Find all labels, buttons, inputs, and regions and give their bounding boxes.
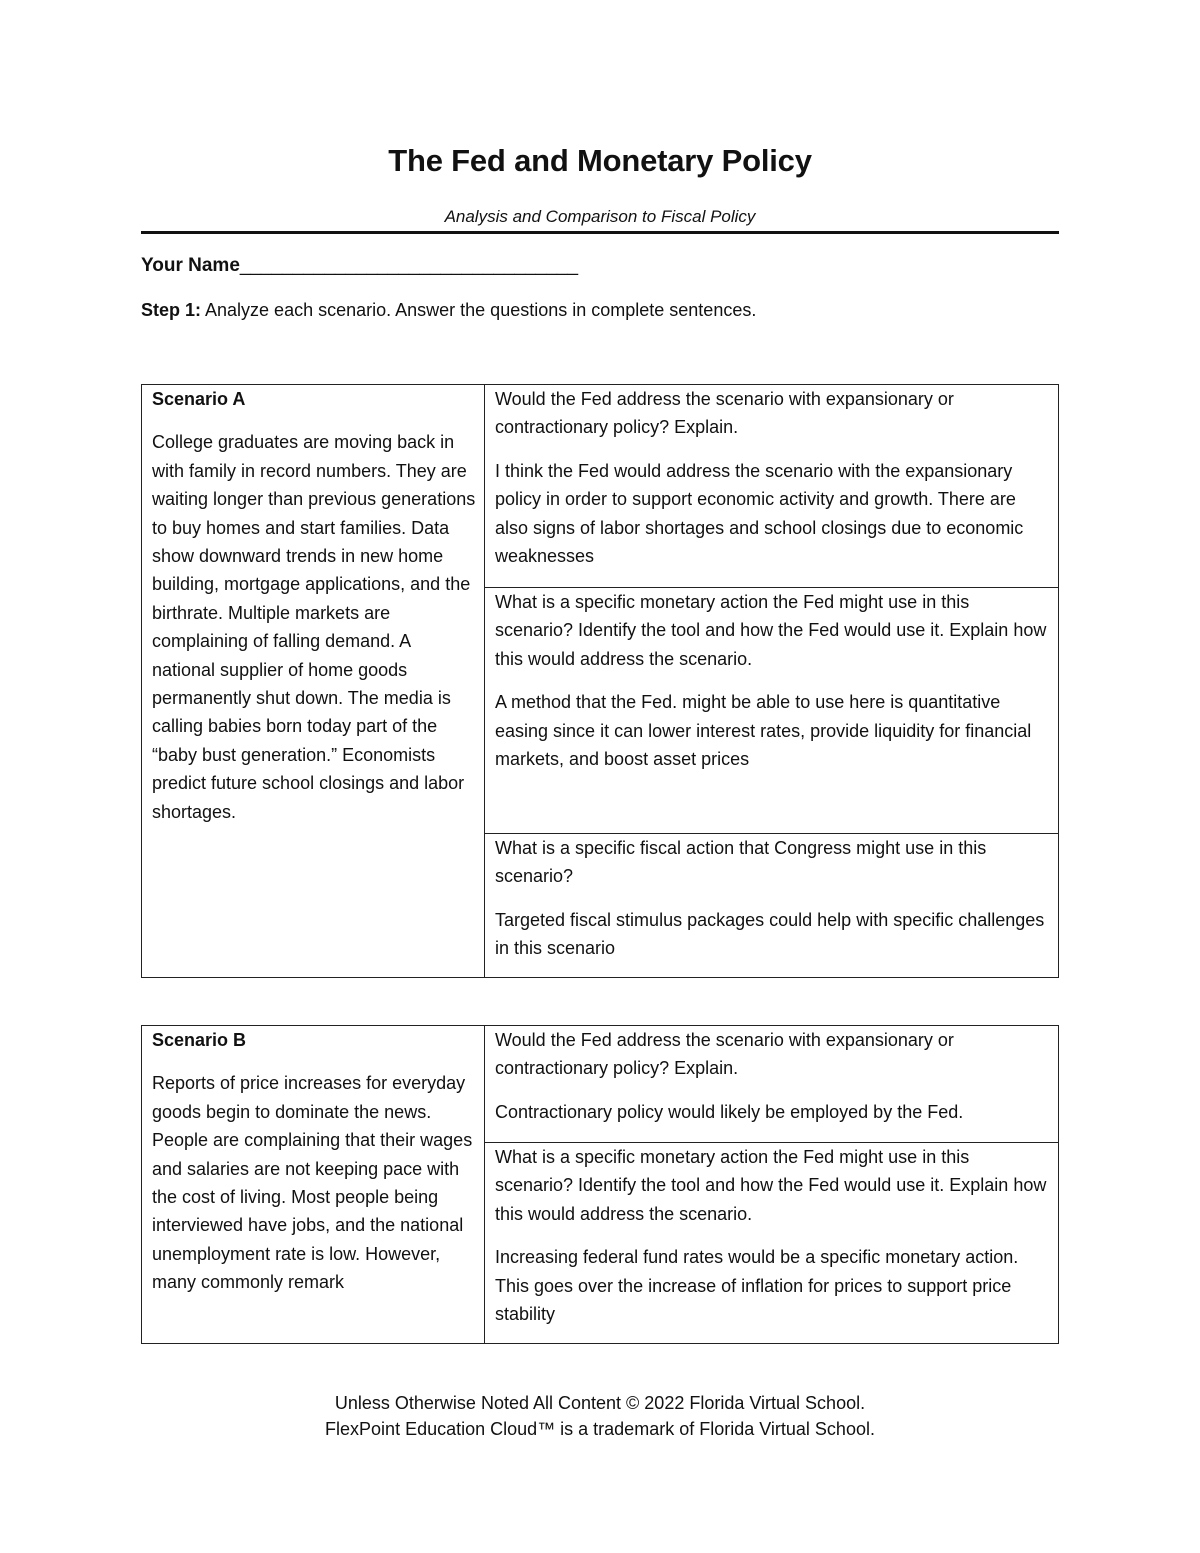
scenario-a-qa-1 xyxy=(485,385,1059,588)
answer-text[interactable]: Increasing federal fund rates would be a specific monetary action. This goes over the increase of inflation for prices to support price stability xyxy=(495,1247,1019,1325)
trademark-notice: FlexPoint Education Cloud™ is a trademark of Florida Virtual School. xyxy=(325,1419,875,1439)
title-divider xyxy=(141,231,1059,234)
scenario-b-cell xyxy=(142,1026,485,1344)
scenario-a-cell xyxy=(142,385,485,978)
scenario-b-qa-2 xyxy=(485,1143,1059,1344)
answer-text[interactable]: I think the Fed would address the scenario with the expansionary policy in order to support economic activity and growth. There are also signs of labor shortages and school closings due to economic weaknesses xyxy=(495,460,1024,567)
scenario-b-table xyxy=(141,1025,1059,1344)
scenario-a-table xyxy=(141,384,1059,978)
question-text: What is a specific monetary action the Fed might use in this scenario? Identify the tool and how the Fed would use it. Explain how this would address the scenario. xyxy=(495,1147,1047,1224)
scenario-b-qa-1 xyxy=(485,1026,1059,1143)
question-text: Would the Fed address the scenario with expansionary or contractionary policy? Explain. xyxy=(495,1030,954,1079)
question-text: Would the Fed address the scenario with expansionary or contractionary policy? Explain. xyxy=(495,389,954,438)
scenario-a-title: Scenario A xyxy=(152,389,246,409)
question-text: What is a specific fiscal action that Congress might use in this scenario? xyxy=(495,838,987,887)
scenario-a-qa-3 xyxy=(485,834,1059,978)
scenario-a-qa-2 xyxy=(485,588,1059,834)
answer-text[interactable]: A method that the Fed. might be able to use here is quantitative easing since it can lower interest rates, provide liquidity for financial markets, and boost asset prices xyxy=(495,692,1032,770)
page-title: The Fed and Monetary Policy xyxy=(388,143,812,178)
name-label: Your Name xyxy=(141,255,240,276)
page-footer xyxy=(0,1390,1200,1442)
scenario-b-title: Scenario B xyxy=(152,1030,247,1050)
name-blank-line[interactable]: ________________________________ xyxy=(239,255,579,276)
answer-text[interactable]: Contractionary policy would likely be employed by the Fed. xyxy=(495,1101,964,1122)
page-subtitle: Analysis and Comparison to Fiscal Policy xyxy=(444,207,756,226)
copyright-notice: Unless Otherwise Noted All Content © 2022 Florida Virtual School. xyxy=(334,1393,866,1413)
scenario-a-description: College graduates are moving back in with family in record numbers. They are waiting longer than previous generations to buy homes and start families. Data show downward trends in new home building, mortgage applications, and the birthrate. Multiple markets are complaining of falling demand. A national supplier of home goods permanently shut down. The media is calling babies born today part of the “baby bust generation.” Economists predict future school closings and labor shortages. xyxy=(152,432,476,822)
step-text: Analyze each scenario. Answer the questions in complete sentences. xyxy=(201,300,757,320)
name-field[interactable] xyxy=(141,255,578,277)
step-instruction xyxy=(141,300,756,321)
step-label: Step 1: xyxy=(141,300,202,320)
scenario-b-description: Reports of price increases for everyday goods begin to dominate the news. People are complaining that their wages and salaries are not keeping pace with the cost of living. Most people being interviewed have jobs, and the national unemployment rate is low. However, many commonly remark xyxy=(152,1073,473,1293)
answer-text[interactable]: Targeted fiscal stimulus packages could help with specific challenges in this scenario xyxy=(495,909,1045,959)
question-text: What is a specific monetary action the Fed might use in this scenario? Identify the tool and how the Fed would use it. Explain how this would address the scenario. xyxy=(495,592,1047,669)
